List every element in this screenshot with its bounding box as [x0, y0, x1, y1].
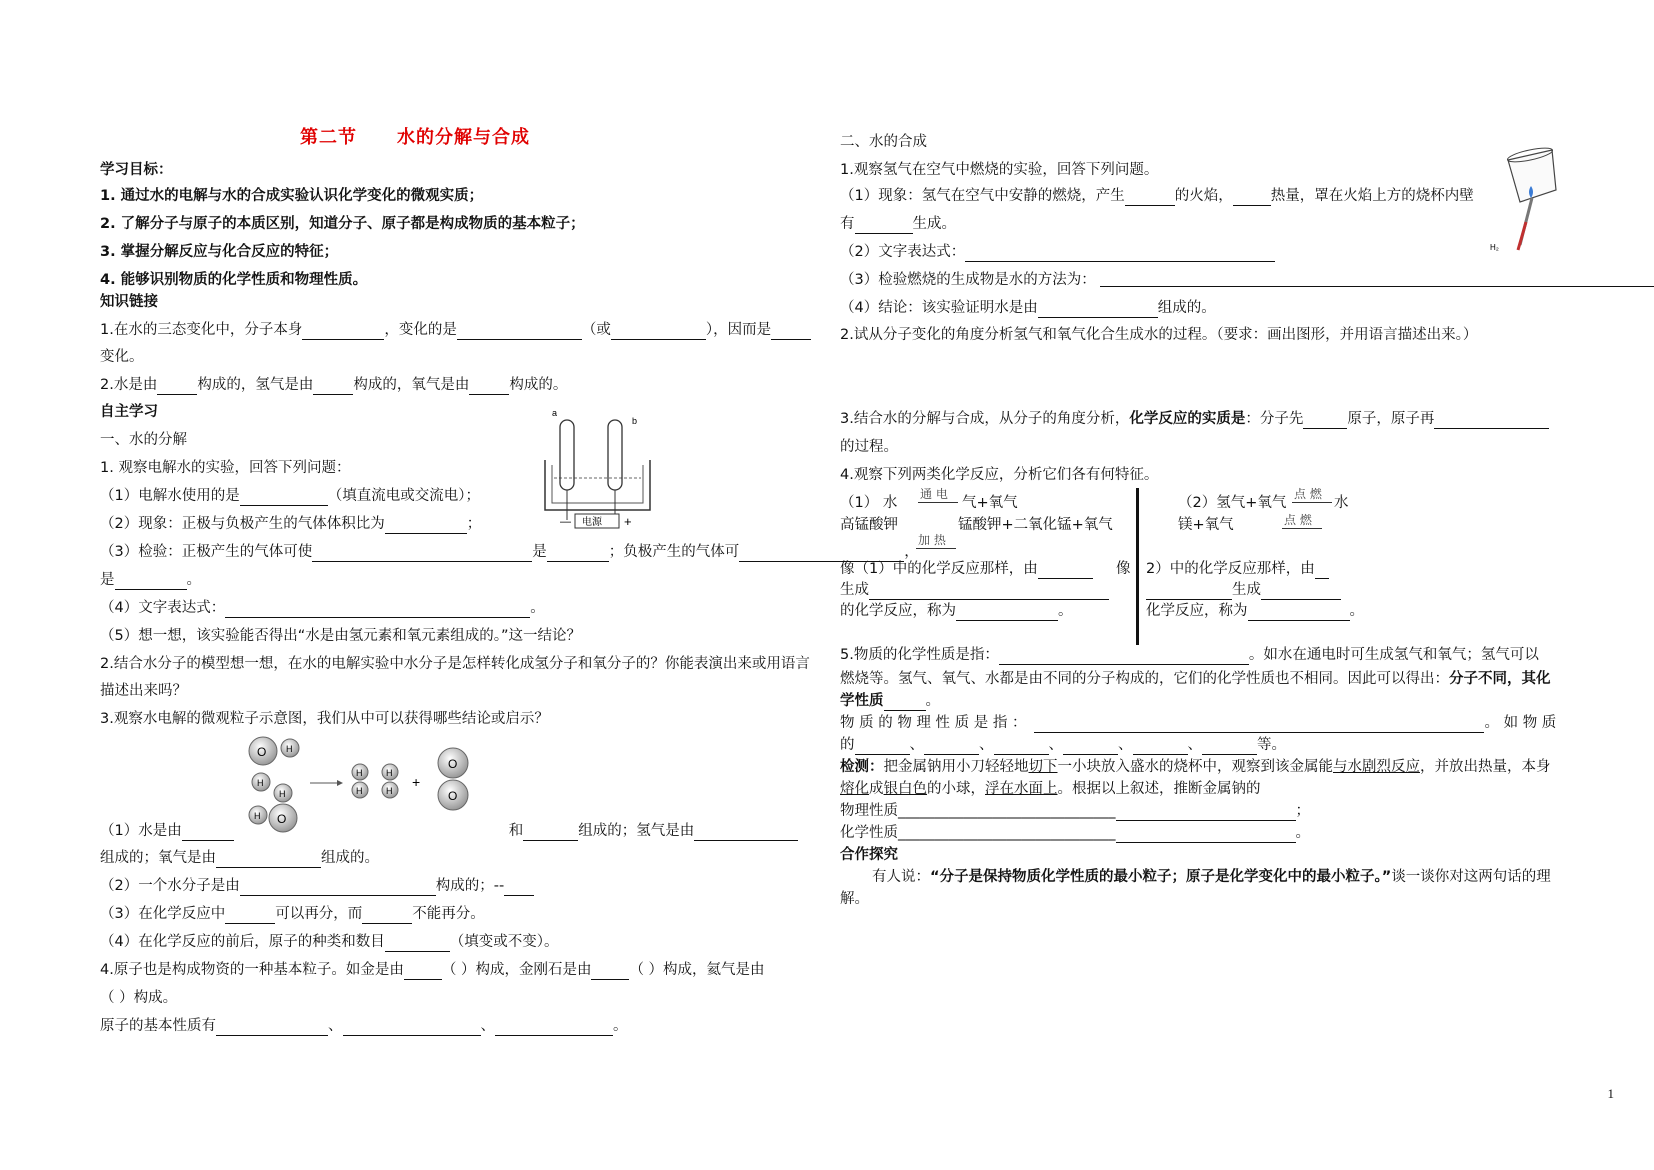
- test-line-2: [840, 779, 1261, 799]
- text: （1）电解水使用的是: [100, 488, 240, 504]
- blank[interactable]: [869, 583, 1109, 600]
- text: 。根据以上叙述，推断金属钠的: [1057, 781, 1261, 797]
- text: 成: [869, 781, 884, 797]
- micro-q4: [100, 932, 558, 952]
- blank[interactable]: [965, 245, 1275, 262]
- emphasis-text: 学性质: [840, 693, 884, 709]
- blank[interactable]: [115, 573, 187, 590]
- blank[interactable]: [495, 1019, 613, 1036]
- synth-q1-2: [840, 242, 1275, 262]
- synth-q1-1-cont: [840, 214, 956, 234]
- text: ，: [904, 544, 919, 560]
- blank[interactable]: [302, 323, 384, 340]
- text: 生成: [840, 582, 869, 598]
- atom-label: H: [356, 768, 363, 778]
- blank[interactable]: [312, 545, 532, 562]
- test-line-1: [840, 757, 1551, 777]
- answer-line[interactable]: ______________________________: [898, 825, 1116, 841]
- text: （3）在化学反应中: [100, 906, 226, 922]
- text: 有: [840, 216, 855, 232]
- reaction-condition-ignite: 点 燃: [1294, 487, 1322, 501]
- exp-q1-4: [100, 598, 545, 618]
- atom-label: H: [254, 811, 261, 821]
- goal-item-1: 1. 通过水的电解与水的合成实验认识化学变化的微观实质；: [100, 188, 484, 204]
- text: 。: [925, 693, 940, 709]
- type-2-line-1: [1146, 559, 1329, 579]
- text: 原子，原子再: [1347, 411, 1435, 427]
- micro-q1: [100, 821, 798, 841]
- atom-question-4: [100, 960, 765, 980]
- blank[interactable]: [924, 738, 979, 755]
- text: （2）现象：正极与负极产生的气体体积比为: [100, 516, 385, 532]
- reaction-arrow: [916, 548, 956, 549]
- text: ，变化的是: [384, 322, 457, 338]
- blank[interactable]: [694, 824, 798, 841]
- blank[interactable]: [182, 824, 234, 841]
- text: 的: [840, 737, 855, 753]
- blank[interactable]: [469, 378, 509, 395]
- exp-question-1: 1. 观察电解水的实验，回答下列问题：: [100, 460, 351, 476]
- text: 不能再分。: [412, 906, 485, 922]
- cooperation-heading: 合作探究: [840, 847, 898, 863]
- underlined-text: 浮在水面上: [985, 781, 1058, 797]
- text: 像（1）中的化学反应那样，由: [840, 561, 1038, 577]
- text: ），因而是: [705, 322, 772, 338]
- exp-question-3: 3.观察水电解的微观粒子示意图，我们从中可以获得哪些结论或启示？: [100, 711, 549, 727]
- hydrogen-label: H₂: [1490, 243, 1499, 252]
- text: 、: [909, 737, 924, 753]
- atom-label: H: [386, 786, 393, 796]
- blank[interactable]: [956, 604, 1058, 621]
- reaction-2-products: 锰酸钾+二氧化锰+氧气: [958, 517, 1113, 533]
- blank[interactable]: [385, 935, 450, 952]
- text: 把金属钠用小刀轻轻地: [883, 759, 1029, 775]
- synth-question-3: [840, 409, 1549, 429]
- text: （ ）构成，金刚石是由: [441, 962, 592, 978]
- page-title: [300, 128, 530, 148]
- type-2-line-3: [1146, 601, 1364, 621]
- atom-label: H: [279, 789, 286, 799]
- text: 4.原子也是构成物资的一种基本粒子。如金是由: [100, 962, 404, 978]
- text: 。: [1058, 603, 1073, 619]
- blank[interactable]: [547, 545, 609, 562]
- blank[interactable]: [1133, 738, 1188, 755]
- type-2-line-2: [1146, 580, 1341, 600]
- exp-q1-5: （5）想一想，该实验能否得出“水是由氢元素和氧元素组成的。”这一结论？: [100, 628, 581, 644]
- text: 构成的，氢气是由: [197, 377, 314, 393]
- text: ；: [1295, 803, 1310, 819]
- tube-b-label: b: [632, 416, 638, 426]
- synth-question-4: 4.观察下列两类化学反应，分析它们各有何特征。: [840, 467, 1159, 483]
- link-question-1-cont: 变化。: [100, 349, 144, 365]
- part-1-heading: 一、水的分解: [100, 432, 187, 448]
- reaction-3-product: 水: [1334, 495, 1349, 511]
- self-study-heading: 自主学习: [100, 404, 158, 420]
- blank[interactable]: [404, 963, 442, 980]
- text: 构成的，氧气是由: [353, 377, 470, 393]
- text: 是: [100, 572, 115, 588]
- blank[interactable]: [457, 323, 582, 340]
- text: 物理性质: [840, 803, 898, 819]
- text: 燃烧等。氢气、氧气、水都是由不同的分子构成的，它们的化学性质也不相同。因此可以得出：: [840, 671, 1449, 687]
- text: 、: [979, 737, 994, 753]
- blank[interactable]: [157, 378, 197, 395]
- emphasis-text: 化学反应的实质是: [1129, 411, 1246, 427]
- blank[interactable]: [216, 851, 321, 868]
- goal-item-4: 4. 能够识别物质的化学性质和物理性质。: [100, 272, 368, 288]
- text: 。: [1295, 825, 1310, 841]
- physical-property-line: [840, 713, 1556, 733]
- link-question-2: [100, 375, 567, 395]
- goals-heading: 学习目标：: [100, 162, 173, 178]
- blank[interactable]: [240, 489, 328, 506]
- text: （ ）构成，氦气是由: [629, 962, 765, 978]
- text: 组成的；氢气是由: [578, 823, 695, 839]
- blank[interactable]: [385, 517, 467, 534]
- blank[interactable]: [1315, 562, 1329, 579]
- reaction-arrow: [918, 502, 958, 503]
- text: （4）结论：该实验证明水是由: [840, 300, 1038, 316]
- exp-q1-3-cont: [100, 570, 201, 590]
- reaction-4: 镁+氧气: [1178, 517, 1234, 533]
- blank[interactable]: [343, 1019, 481, 1036]
- blank[interactable]: [1116, 804, 1296, 821]
- blank[interactable]: [1434, 412, 1549, 429]
- links-heading: 知识链接: [100, 294, 158, 310]
- test-physical: [840, 801, 1310, 821]
- text: （1） 水: [840, 495, 898, 511]
- reaction-condition-electric: 通 电: [920, 487, 948, 501]
- cooperation-line-2: 解。: [840, 891, 869, 907]
- atom-question-4-cont: （ ）构成。: [100, 990, 178, 1006]
- text: 是: [532, 544, 547, 560]
- blank[interactable]: [1038, 562, 1093, 579]
- text: 一小块放入盛水的烧杯中，观察到该金属能: [1057, 759, 1333, 775]
- text: （填变或不变）。: [449, 934, 559, 950]
- text: 构成的；--: [435, 878, 505, 894]
- blank[interactable]: [225, 907, 275, 924]
- text: 的小球，: [927, 781, 985, 797]
- property-question-5-cont: [840, 669, 1551, 689]
- blank[interactable]: [240, 879, 436, 896]
- text: （或: [581, 322, 611, 338]
- blank[interactable]: [1063, 738, 1118, 755]
- exp-question-2-cont: 描述出来吗？: [100, 683, 187, 699]
- page-number: 1: [1607, 1086, 1614, 1101]
- section-number: 第二节: [300, 127, 357, 148]
- text: 、: [328, 1018, 343, 1034]
- property-question-5: [840, 645, 1539, 665]
- underlined-text: 银白色: [883, 781, 927, 797]
- reaction-divider: [1136, 488, 1139, 645]
- text: 。如水在通电时可生成氢气和氧气；氢气可以: [1248, 647, 1539, 663]
- exp-q1-2: [100, 514, 481, 534]
- emphasis-text: “分子是保持物质化学性质的最小粒子；原子是化学变化中的最小粒子。”: [930, 869, 1392, 885]
- text: 3.结合水的分解与合成，从分子的角度分析，: [840, 411, 1130, 427]
- text: 。: [530, 600, 545, 616]
- minus-sign: —: [560, 516, 571, 528]
- hydrogen-burning-beaker-diagram: [1490, 140, 1570, 260]
- blank[interactable]: [225, 601, 530, 618]
- blank[interactable]: [313, 378, 353, 395]
- text: 热量，罩在火焰上方的烧杯内壁: [1270, 188, 1474, 204]
- blank[interactable]: [994, 738, 1049, 755]
- exp-q1-1: [100, 486, 480, 506]
- text: ：分子先: [1245, 411, 1304, 427]
- type-1-line-3: [840, 601, 1073, 621]
- type-1-line-1: [840, 559, 1093, 579]
- atom-label: H: [286, 744, 293, 754]
- text: 的化学反应，称为: [840, 603, 956, 619]
- text: （3）检验：正极产生的气体可使: [100, 544, 313, 560]
- goal-item-3: 3. 掌握分解反应与化合反应的特征；: [100, 244, 339, 260]
- blank[interactable]: [523, 824, 578, 841]
- text: 2）中的化学反应那样，由: [1146, 561, 1315, 577]
- reaction-1-products: 气+氧气: [962, 495, 1018, 511]
- text: 组成的；氧气是由: [100, 850, 216, 866]
- text: 、: [1048, 737, 1063, 753]
- text: 构成的。: [509, 377, 568, 393]
- text: 、: [1118, 737, 1133, 753]
- blank[interactable]: [1202, 738, 1257, 755]
- blank[interactable]: [1261, 583, 1341, 600]
- reaction-arrow: [1292, 502, 1332, 503]
- cooperation-line-1: [872, 867, 1551, 887]
- reaction-1: [840, 493, 897, 513]
- blank[interactable]: [1248, 604, 1350, 621]
- text: 5.物质的化学性质是指：: [840, 647, 999, 663]
- goal-item-2: 2. 了解分子与原子的本质区别，知道分子、原子都是构成物质的基本粒子；: [100, 216, 585, 232]
- text: 可以再分，而: [275, 906, 363, 922]
- underlined-text: 与水剧烈反应: [1333, 759, 1420, 775]
- blank[interactable]: [1233, 189, 1271, 206]
- test-chemical: [840, 823, 1310, 843]
- synth-question-1: 1.观察氢气在空气中燃烧的实验，回答下列问题。: [840, 162, 1159, 178]
- blank[interactable]: [999, 648, 1249, 665]
- text: 。: [186, 572, 201, 588]
- text: 组成的。: [1157, 300, 1216, 316]
- text: 谈一谈你对这两句话的理: [1391, 869, 1551, 885]
- emphasis-text: 分子不同，其化: [1449, 671, 1551, 687]
- micro-q2: [100, 876, 534, 896]
- synth-q1-4: [840, 298, 1216, 318]
- text: 。: [613, 1018, 628, 1034]
- text: （2）文字表达式：: [840, 244, 966, 260]
- text: ；: [466, 516, 482, 532]
- type-1-line-2: [840, 580, 1109, 600]
- exp-q1-3: [100, 542, 919, 562]
- blank[interactable]: [611, 323, 706, 340]
- water-electrolysis-molecule-diagram: [245, 735, 505, 835]
- reaction-3: （2）氢气+氧气: [1178, 495, 1287, 511]
- text: 。: [1349, 603, 1364, 619]
- reaction-2-reactant: 高锰酸钾: [840, 517, 898, 533]
- tube-a-label: a: [552, 410, 558, 418]
- text: （1）现象：氢气在空气中安静的燃烧，产生: [840, 188, 1125, 204]
- synth-question-2: 2.试从分子变化的角度分析氢气和氧气化合生成水的过程。（要求：画出图形，并用语言描述出来。）: [840, 327, 1478, 343]
- micro-q1-cont: [100, 848, 379, 868]
- text: 生成。: [912, 216, 956, 232]
- text: 2.水是由: [100, 377, 158, 393]
- atom-label: O: [257, 745, 267, 759]
- underlined-text: 熔化: [840, 781, 869, 797]
- reaction-condition-heat: 加 热: [918, 533, 946, 547]
- plus-sign: +: [624, 514, 632, 529]
- blank[interactable]: [362, 907, 412, 924]
- part-2-heading: 二、水的合成: [840, 134, 927, 150]
- blank[interactable]: [216, 1019, 328, 1036]
- text: 等。: [1257, 737, 1286, 753]
- blank[interactable]: [1034, 716, 1484, 733]
- synth-question-3-cont: 的过程。: [840, 439, 898, 455]
- link-question-1: [100, 320, 811, 340]
- atom-label: O: [277, 812, 287, 826]
- blank[interactable]: [855, 738, 910, 755]
- blank[interactable]: [1146, 583, 1232, 600]
- text: 生成: [1232, 582, 1261, 598]
- text: 组成的。: [321, 850, 379, 866]
- synth-q1-3: （3）检验燃烧的生成物是水的方法为：: [840, 272, 1096, 288]
- text: 原子的基本性质有: [100, 1018, 216, 1034]
- blank[interactable]: [1038, 301, 1158, 318]
- text: （4）在化学反应的前后，原子的种类和数目: [100, 934, 385, 950]
- section-name: 水的分解与合成: [397, 127, 530, 148]
- text: ，并放出热量，本身: [1420, 759, 1551, 775]
- atom-label: O: [448, 757, 458, 771]
- text: 化学反应，称为: [1146, 603, 1248, 619]
- answer-line[interactable]: ______________________________: [898, 803, 1116, 819]
- text: （1）水是由: [100, 823, 182, 839]
- electrolysis-apparatus-diagram: [540, 410, 655, 530]
- answer-line[interactable]: [1100, 286, 1654, 287]
- text: 和: [508, 823, 524, 839]
- atom-properties: [100, 1016, 628, 1036]
- physical-property-examples: [840, 735, 1286, 755]
- reaction-arrow: [1282, 528, 1322, 529]
- text: 1.在水的三态变化中，分子本身: [100, 322, 303, 338]
- blank[interactable]: [855, 217, 913, 234]
- blank[interactable]: [1116, 826, 1296, 843]
- type-1-like: 像: [1116, 561, 1131, 577]
- atom-label: H: [356, 786, 363, 796]
- blank[interactable]: [591, 963, 629, 980]
- text: 物 质 的 物 理 性 质 是 指 ：: [840, 715, 1027, 731]
- text: 、: [1187, 737, 1202, 753]
- text: 的火焰，: [1174, 188, 1233, 204]
- text: （填直流电或交流电）；: [327, 488, 480, 504]
- blank[interactable]: [1125, 189, 1175, 206]
- atom-label: O: [448, 789, 458, 803]
- text: 化学性质: [840, 825, 898, 841]
- text: （4）文字表达式：: [100, 600, 226, 616]
- emphasis-text: 检测：: [840, 759, 884, 775]
- text: 有人说：: [872, 869, 930, 885]
- atom-label: H: [386, 768, 393, 778]
- blank[interactable]: [771, 323, 811, 340]
- underlined-text: 切下: [1028, 759, 1058, 775]
- synth-q1-1: [840, 186, 1474, 206]
- svg-text:+: +: [412, 774, 421, 790]
- power-supply-label: 电源: [582, 517, 602, 528]
- blank[interactable]: [1303, 412, 1347, 429]
- text: 。 如 物 质: [1484, 715, 1557, 731]
- atom-label: H: [257, 778, 264, 788]
- property-question-5-end: [840, 691, 940, 711]
- exp-question-2: 2.结合水分子的模型想一想，在水的电解实验中水分子是怎样转化成氢分子和氧分子的？你能表演出来或用语言: [100, 656, 810, 672]
- text: ；负极产生的气体可: [608, 544, 740, 560]
- text: 、: [480, 1018, 495, 1034]
- micro-q3: [100, 904, 485, 924]
- text: （2）一个水分子是由: [100, 878, 240, 894]
- blank[interactable]: [504, 879, 534, 896]
- blank[interactable]: [884, 694, 926, 711]
- reaction-condition-ignite: 点 燃: [1284, 513, 1312, 527]
